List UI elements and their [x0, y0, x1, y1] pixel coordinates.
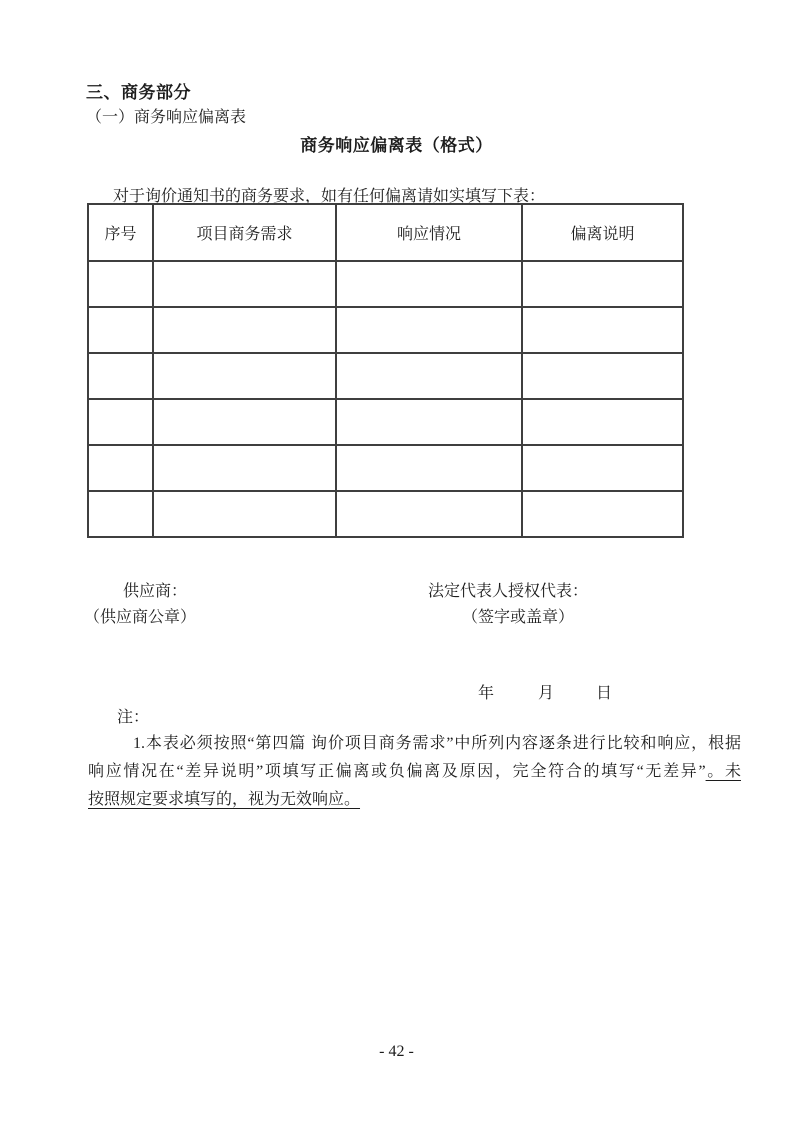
- note-line-2: [88, 758, 741, 786]
- note-line-1-text: 1.本表必须按照“第四篇 询价项目商务需求”中所列内容逐条进行比较和响应，根据: [133, 735, 741, 752]
- empty-cell: [522, 261, 683, 307]
- column-header-response: 响应情况: [336, 204, 522, 261]
- representative-seal-label: （签字或盖章）: [462, 609, 575, 626]
- intro-text: 对于询价通知书的商务要求，如有任何偏离请如实填写下表：: [113, 188, 546, 205]
- date-line: [478, 680, 612, 703]
- note-line-1: [88, 730, 741, 758]
- note-line-3-underlined-text: 按照规定要求填写的，视为无效响应。: [88, 791, 361, 808]
- empty-cell: [88, 353, 153, 399]
- column-header-requirement: 项目商务需求: [153, 204, 336, 261]
- table-header-row: [88, 204, 683, 261]
- empty-cell: [153, 353, 336, 399]
- table-row: [88, 353, 683, 399]
- column-header-deviation: 偏离说明: [522, 204, 683, 261]
- empty-cell: [88, 261, 153, 307]
- supplier-label: 供应商：: [123, 583, 188, 600]
- empty-cell: [336, 353, 522, 399]
- date-year-label: 年: [478, 685, 495, 702]
- empty-cell: [336, 307, 522, 353]
- deviation-table: [87, 203, 684, 538]
- table-body: [88, 261, 683, 537]
- table-row: [88, 445, 683, 491]
- empty-cell: [522, 445, 683, 491]
- empty-cell: [88, 307, 153, 353]
- date-month-label: 月: [538, 685, 555, 702]
- note-line-2-underlined-text: 。未: [705, 763, 741, 780]
- date-day-label: 日: [596, 685, 613, 702]
- note-line-2-text: 响应情况在“差异说明”项填写正偏离或负偏离及原因，完全符合的填写“无差异”: [88, 763, 706, 780]
- empty-cell: [153, 445, 336, 491]
- note-line-3: [88, 786, 741, 814]
- table-row: [88, 399, 683, 445]
- table-row: [88, 307, 683, 353]
- table-row: [88, 491, 683, 537]
- empty-cell: [153, 399, 336, 445]
- empty-cell: [522, 399, 683, 445]
- page-number: - 42 -: [379, 1043, 414, 1060]
- column-header-seq: 序号: [88, 204, 153, 261]
- subsection-heading: （一）商务响应偏离表: [86, 109, 247, 126]
- empty-cell: [336, 445, 522, 491]
- notes-label: 注：: [117, 709, 150, 726]
- empty-cell: [153, 261, 336, 307]
- empty-cell: [336, 491, 522, 537]
- form-title: 商务响应偏离表（格式）: [300, 136, 493, 155]
- notes-paragraph: [88, 730, 741, 814]
- empty-cell: [522, 353, 683, 399]
- empty-cell: [88, 399, 153, 445]
- table-row: [88, 261, 683, 307]
- empty-cell: [522, 307, 683, 353]
- empty-cell: [88, 445, 153, 491]
- supplier-seal-label: （供应商公章）: [84, 609, 197, 626]
- empty-cell: [153, 491, 336, 537]
- empty-cell: [336, 399, 522, 445]
- empty-cell: [336, 261, 522, 307]
- section-heading: 三、商务部分: [86, 83, 191, 102]
- empty-cell: [522, 491, 683, 537]
- representative-label: 法定代表人授权代表：: [428, 583, 589, 600]
- empty-cell: [153, 307, 336, 353]
- empty-cell: [88, 491, 153, 537]
